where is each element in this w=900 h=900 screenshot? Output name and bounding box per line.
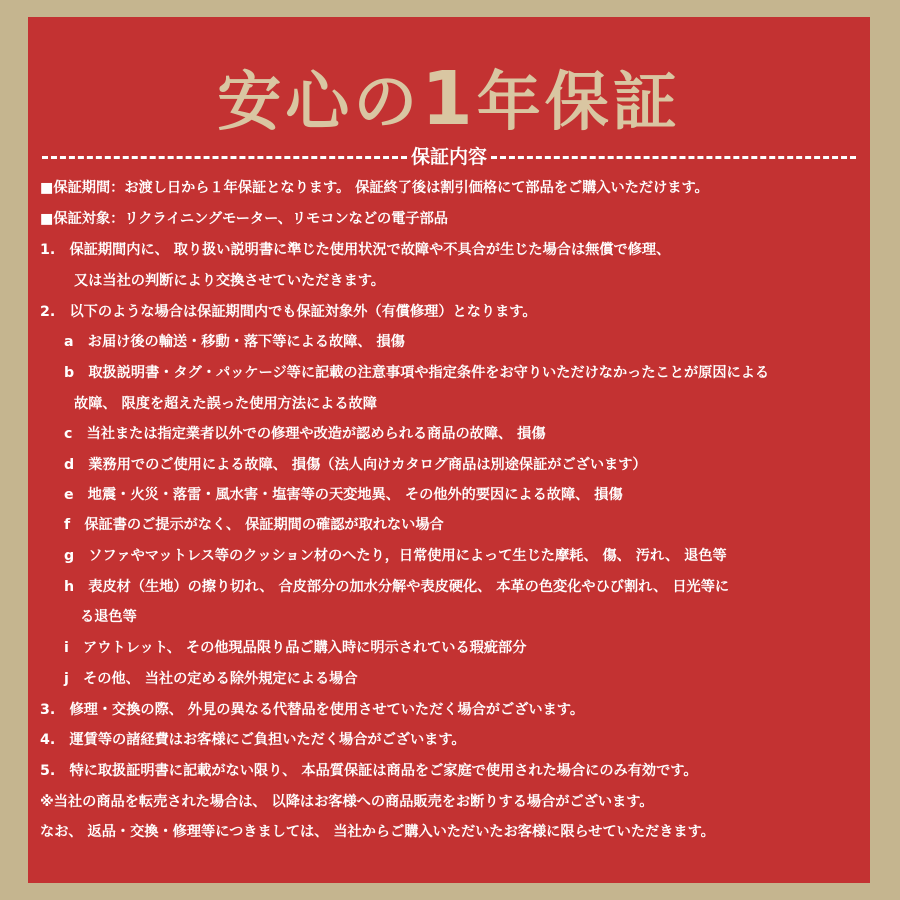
- term-line: 5. 特に取扱証明書に記載がない限り、 本品質保証は商品をご家庭で使用された場合にのみ有効です。: [40, 763, 698, 779]
- divider-line-right: [491, 156, 856, 159]
- term-line: d 業務用でのご使用による故障、 損傷（法人向けカタログ商品は別途保証がございます）: [64, 457, 647, 473]
- section-divider: [42, 145, 856, 169]
- term-line: る退色等: [80, 609, 137, 625]
- term-line: 2. 以下のような場合は保証期間内でも保証対象外（有償修理）となります。: [40, 304, 537, 320]
- warranty-panel: [28, 17, 870, 883]
- term-line: h 表皮材（生地）の擦り切れ、 合皮部分の加水分解や表皮硬化、 本革の色変化やひび割れ、 日光等に: [64, 579, 730, 595]
- section-heading: 保証内容: [411, 146, 488, 168]
- term-line: a お届け後の輸送・移動・落下等による故障、 損傷: [64, 334, 405, 350]
- term-line: 1. 保証期間内に、 取り扱い説明書に準じた使用状況で故障や不具合が生じた場合は無償で修理、: [40, 242, 671, 258]
- term-line: c 当社または指定業者以外での修理や改造が認められる商品の故障、 損傷: [64, 426, 546, 442]
- divider-line-left: [42, 156, 407, 159]
- term-line: f 保証書のご提示がなく、 保証期間の確認が取れない場合: [64, 517, 444, 533]
- term-line: ■保証対象：リクライニングモーター、リモコンなどの電子部品: [40, 211, 448, 227]
- title-rest: 年保証: [476, 66, 681, 140]
- term-line: 3. 修理・交換の際、 外見の異なる代替品を使用させていただく場合がございます。: [40, 702, 585, 718]
- term-line: b 取扱説明書・タグ・パッケージ等に記載の注意事項や指定条件をお守りいただけなかったことが原因による: [64, 365, 770, 381]
- term-line: ■保証期間：お渡し日から１年保証となります。 保証終了後は割引価格にて部品をご購入いただけます。: [40, 180, 709, 196]
- term-line: ※当社の商品を転売された場合は、 以降はお客様への商品販売をお断りする場合がございます。: [40, 794, 654, 810]
- term-line: 故障、 限度を超えた誤った使用方法による故障: [74, 396, 377, 412]
- title-main: 安心の: [217, 66, 422, 140]
- term-line: g ソファやマットレス等のクッション材のへたり，日常使用によって生じた摩耗、 傷、 汚れ、 退色等: [64, 548, 727, 564]
- title-number: 1: [421, 56, 477, 142]
- term-line: なお、 返品・交換・修理等につきましては、 当社からご購入いただいたお客様に限らせていただきます。: [40, 824, 715, 840]
- term-line: 又は当社の判断により交換させていただきます。: [74, 273, 385, 289]
- term-line: i アウトレット、 その他現品限り品ご購入時に明示されている瑕疵部分: [64, 640, 527, 656]
- term-line: j その他、 当社の定める除外規定による場合: [64, 671, 358, 687]
- term-line: e 地震・火災・落雷・風水害・塩害等の天変地異、 その他外的要因による故障、 損傷: [64, 487, 623, 503]
- page-title: [28, 56, 870, 143]
- term-line: 4. 運賃等の諸経費はお客様にご負担いただく場合がございます。: [40, 732, 466, 748]
